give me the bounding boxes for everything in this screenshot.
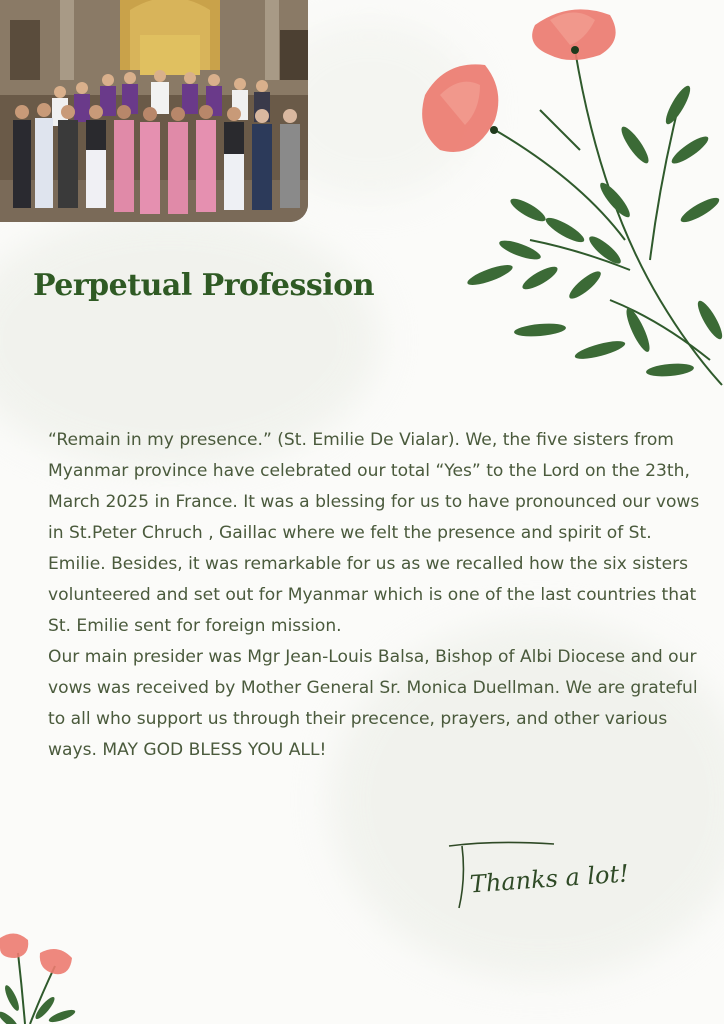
- group-photo: [0, 0, 308, 222]
- paragraph: Our main presider was Mgr Jean-Louis Balsa, Bishop of Albi Diocese and our vows was received by Mother General Sr. Monica Duellman. We are grateful to all who support us through their precence, prayers, and other various ways. MAY GOD BLESS YOU ALL!: [48, 647, 698, 760]
- paragraph: “Remain in my presence.” (St. Emilie De Vialar). We, the five sisters from Myanmar province have celebrated our total “Yes” to the Lord on the 23th, March 2025 in France. It was a blessing for us to have pronounced our vows in St.Peter Chruch , Gaillac where we felt the presence and spirit of St. Emilie. Besides, it was remarkable for us as we recalled how the six sisters volunteered and set out for Myanmar which is one of the last countries that St. Emilie sent for foreign mission.: [48, 430, 700, 636]
- message-body: [48, 425, 708, 766]
- page-title: Perpetual Profession: [33, 268, 375, 303]
- flower-branch-icon: [410, 0, 724, 390]
- signature-text: Thanks a lot!: [468, 859, 630, 899]
- signature: [444, 838, 644, 918]
- small-flower-icon: [0, 928, 100, 1024]
